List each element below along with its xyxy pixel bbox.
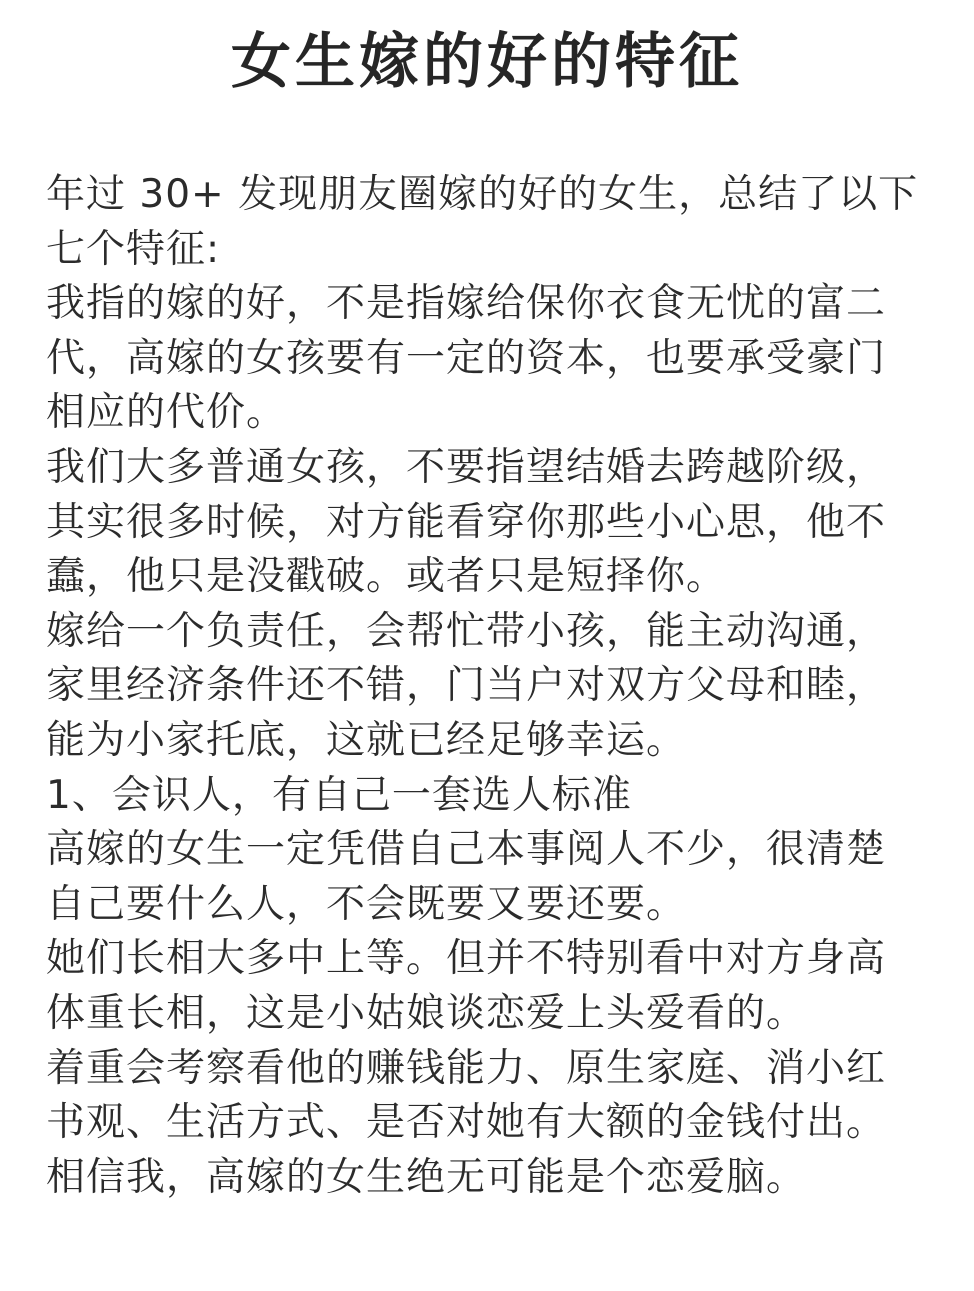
text-line: 书观、生活方式、是否对她有大额的金钱付出。 <box>46 1100 887 1146</box>
section-heading: 1、会识人，有自己一套选人标准 <box>46 772 632 818</box>
text-line: 能为小家托底，这就已经足够幸运。 <box>46 717 687 763</box>
text-line: 她们长相大多中上等。但并不特别看中对方身高 <box>46 936 887 982</box>
text-line: 相应的代价。 <box>46 390 287 436</box>
text-line: 代，高嫁的女孩要有一定的资本，也要承受豪门 <box>46 335 887 381</box>
text-line: 我们大多普通女孩，不要指望结婚去跨越阶级， <box>46 444 887 490</box>
text-line: 我指的嫁的好，不是指嫁给保你衣食无忧的富二 <box>46 281 887 327</box>
text-line: 着重会考察看他的赚钱能力、原生家庭、消小红 <box>46 1045 887 1091</box>
text-line: 高嫁的女生一定凭借自己本事阅人不少，很清楚 <box>46 827 887 873</box>
page-title: 女生嫁的好的特征 <box>231 27 743 97</box>
text-line: 家里经济条件还不错，门当户对双方父母和睦， <box>46 663 887 709</box>
text-line: 体重长相，这是小姑娘谈恋爱上头爱看的。 <box>46 990 807 1036</box>
text-line: 相信我，高嫁的女生绝无可能是个恋爱脑。 <box>46 1154 807 1200</box>
text-line: 其实很多时候，对方能看穿你那些小心思，他不 <box>46 499 887 545</box>
text-line: 年过 30+ 发现朋友圈嫁的好的女生，总结了以下 <box>46 172 919 217</box>
article-body <box>46 168 946 1205</box>
text-line: 蠢，他只是没戳破。或者只是短择你。 <box>46 554 727 600</box>
text-line: 嫁给一个负责任，会帮忙带小孩，能主动沟通， <box>46 608 887 654</box>
text-line: 自己要什么人，不会既要又要还要。 <box>46 881 687 927</box>
text-line: 七个特征: <box>46 226 221 272</box>
